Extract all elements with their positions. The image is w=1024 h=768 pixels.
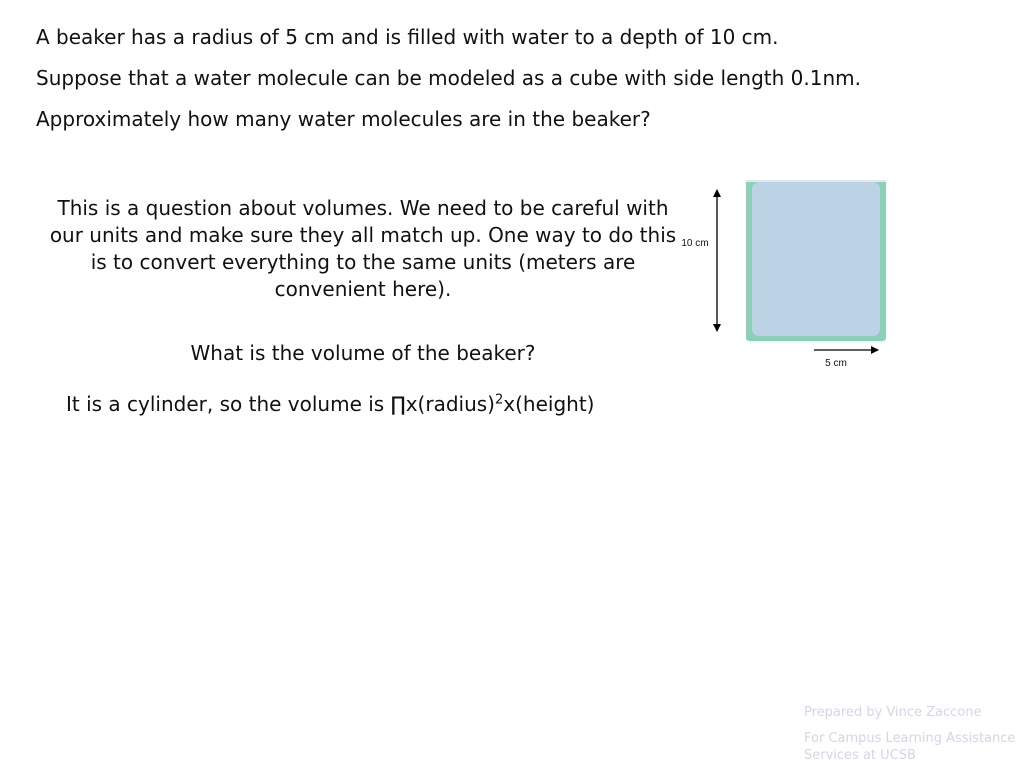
volume-question: What is the volume of the beaker? xyxy=(190,341,536,365)
credit-organization: For Campus Learning Assistance Services at UCSB xyxy=(804,731,1016,763)
beaker-water xyxy=(752,182,880,336)
height-label: 10 cm xyxy=(681,238,709,249)
question-line-2: Suppose that a water molecule can be modeled as a cube with side length 0.1nm. xyxy=(36,66,861,90)
beaker xyxy=(746,180,886,341)
question-line-3: Approximately how many water molecules are in the beaker? xyxy=(36,107,651,131)
cylinder-volume-suffix: x(height) xyxy=(503,392,595,416)
cylinder-volume-exponent: 2 xyxy=(494,392,504,408)
credit-author: Prepared by Vince Zaccone xyxy=(804,705,982,720)
beaker-diagram xyxy=(670,172,900,377)
cylinder-volume-line xyxy=(66,391,594,417)
explanation-paragraph: This is a question about volumes. We need to be careful with our units and make sure they all match up. One way to do this is to convert everything to the same units (meters are convenient here). xyxy=(49,196,677,301)
cylinder-volume-text: It is a cylinder, so the volume is ∏x(radius) xyxy=(66,392,495,416)
question-line-1: A beaker has a radius of 5 cm and is filled with water to a depth of 10 cm. xyxy=(36,25,779,49)
beaker-svg xyxy=(670,172,900,377)
radius-label: 5 cm xyxy=(825,358,847,369)
